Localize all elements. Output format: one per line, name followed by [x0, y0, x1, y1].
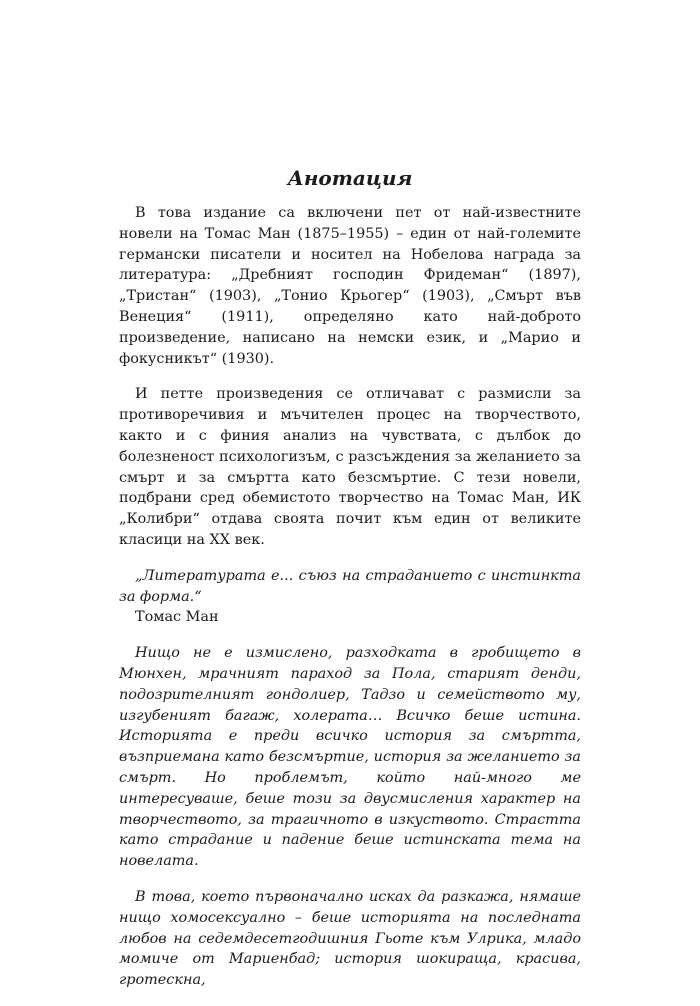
page-title: Анотация [287, 166, 413, 190]
annotation-page [119, 165, 581, 1006]
quote-author: Томас Ман [135, 609, 219, 626]
paragraph-intro: В това издание са включени пет от най-известните новели на Томас Ман (1875–1955) – един от най-големите германски писатели и носител на Нобелова награда за литература: „Дребният господин Фридеман“ (1897), „Тристан“ (1903), „Тонио Крьогер“ (1903), „Смърт във Венеция“ (1911), определяно като най-доброто произведение, написано на немски език, и „Марио и фокусникът“ (1930). [119, 205, 581, 367]
paragraph-author-reflection: Нищо не е измислено, разходката в гробището в Мюнхен, мрачният параход за Пола, старият денди, подозрителният гондолиер, Тадзо и семейството му, изгубеният багаж, холерата… Всичко беше истина. Историята е преди всичко история за смъртта, възприемана като безсмъртие, история за желанието за смърт. Но проблемът, който най-много ме интересуваше, беше този за двусмисления характер на творчеството, за трагичното в изкуството. Страстта като страдание и падение беше истинската тема на новелата. [119, 645, 581, 870]
paragraph-author-story: В това, което първоначално исках да разкажа, нямаше нищо хомосексуално – беше историята на последната любов на седемдесетгодишния Гьоте към Улрика, младо момиче от Мариенбад; история шокираща, красива, гротескна, [119, 888, 581, 989]
quote-text: „Литературата е... съюз на страданието с инстинкта за форма.“ [119, 567, 581, 605]
paragraph-description: И петте произведения се отличават с размисли за противоречивия и мъчителен процес на творчеството, както и с финия анализ на чувствата, с дълбок до болезненост психологизъм, с разсъждения за желанието за смърт и за смъртта като безсмъртие. С тези новели, подбрани сред обемистото творчество на Томас Ман, ИК „Колибри“ отдава своята почит към един от великите класици на XX век. [119, 386, 581, 548]
